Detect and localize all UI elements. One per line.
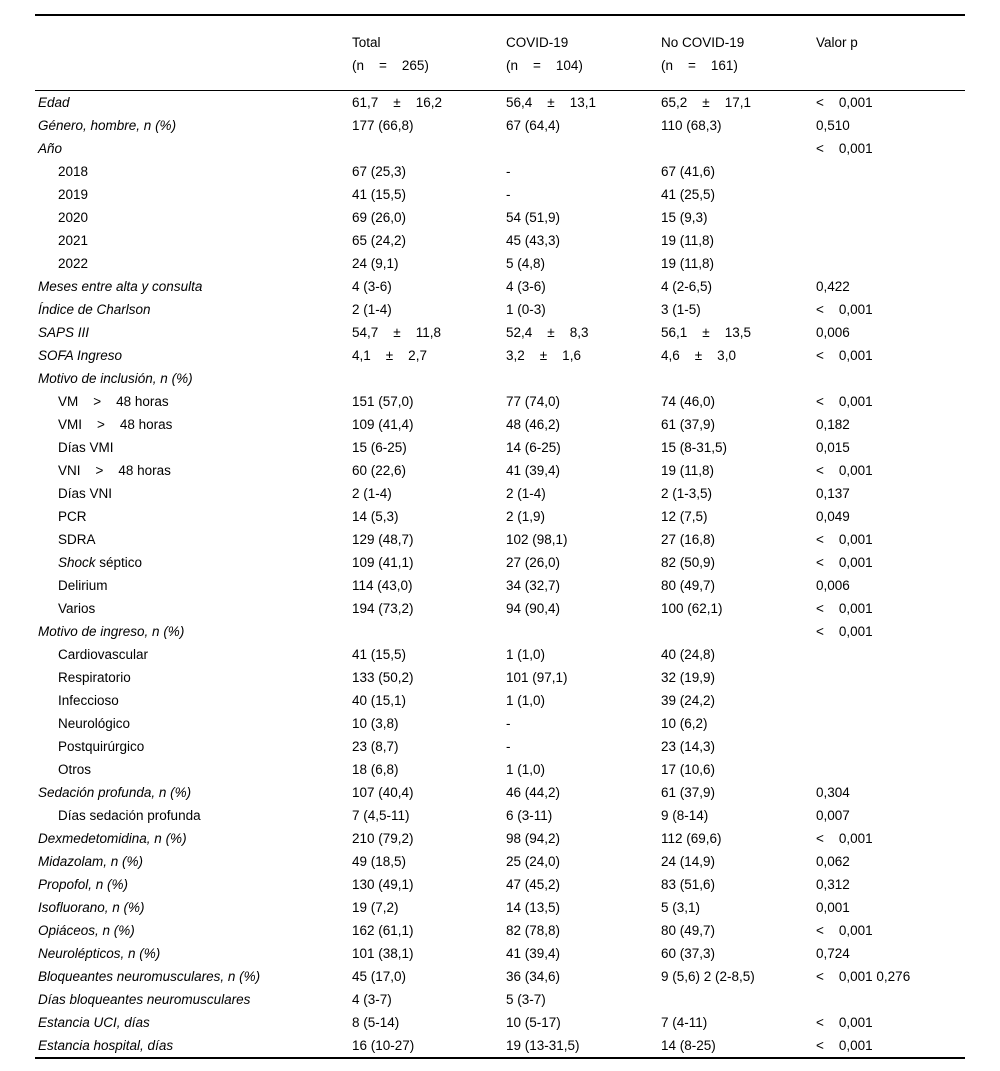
- cell-no-covid: 41 (25,5): [661, 186, 716, 202]
- cell-total: 4 (3-7): [352, 991, 392, 1007]
- cell-no-covid: 67 (41,6): [661, 163, 716, 179]
- row-label: 2019: [58, 186, 89, 202]
- table-row: [35, 827, 965, 850]
- cell-covid: 41 (39,4): [506, 462, 561, 478]
- cell-total: 14 (5,3): [352, 508, 399, 524]
- cell-no-covid: 112 (69,6): [661, 830, 722, 846]
- table-row: [35, 206, 965, 229]
- row-label: Año: [38, 140, 63, 156]
- cell-total: 109 (41,1): [352, 554, 414, 570]
- cell-total: 67 (25,3): [352, 163, 407, 179]
- table-body: [35, 91, 965, 1059]
- cell-no-covid: 80 (49,7): [661, 922, 716, 938]
- cell-covid: 77 (74,0): [506, 393, 561, 409]
- cell-total: 65 (24,2): [352, 232, 407, 248]
- row-label: VMI > 48 horas: [58, 416, 173, 432]
- row-label: Sedación profunda, n (%): [38, 784, 192, 800]
- cell-no-covid: 40 (24,8): [661, 646, 716, 662]
- cell-no-covid: 56,1 ± 13,5: [661, 324, 751, 340]
- cell-no-covid: 3 (1-5): [661, 301, 701, 317]
- table-row: [35, 850, 965, 873]
- cell-covid: 25 (24,0): [506, 853, 561, 869]
- cell-p-value: [816, 712, 965, 735]
- cell-no-covid: 9 (8-14): [661, 807, 709, 823]
- row-label: SOFA Ingreso: [38, 347, 123, 363]
- cell-no-covid: 17 (10,6): [661, 761, 716, 777]
- cell-no-covid: 65,2 ± 17,1: [661, 94, 751, 110]
- cell-p-value: [816, 689, 965, 712]
- cell-covid: 14 (6-25): [506, 439, 561, 455]
- cell-total: 16 (10-27): [352, 1037, 415, 1053]
- cell-covid: -: [506, 186, 511, 202]
- table-row: [35, 804, 965, 827]
- table-row: [35, 551, 965, 574]
- cell-covid: 56,4 ± 13,1: [506, 94, 596, 110]
- cell-total: 7 (4,5-11): [352, 807, 410, 823]
- cell-p-value: < 0,001: [816, 347, 873, 363]
- cell-covid: 2 (1-4): [506, 485, 546, 501]
- cell-covid: 46 (44,2): [506, 784, 561, 800]
- clinical-characteristics-table: [35, 14, 965, 1059]
- subheader-row: [35, 56, 965, 91]
- cell-no-covid: [661, 620, 816, 643]
- cell-p-value: < 0,001: [816, 830, 873, 846]
- cell-total: 114 (43,0): [352, 577, 413, 593]
- cell-covid: [506, 620, 661, 643]
- row-label: Cardiovascular: [58, 646, 149, 662]
- cell-no-covid: 61 (37,9): [661, 416, 716, 432]
- cell-total: 24 (9,1): [352, 255, 399, 271]
- row-label: 2022: [58, 255, 89, 271]
- row-label: Género, hombre, n (%): [38, 117, 177, 133]
- cell-p-value: [816, 735, 965, 758]
- column-header-no-covid: No COVID-19: [661, 34, 745, 50]
- cell-total: 41 (15,5): [352, 646, 407, 662]
- row-label: Motivo de inclusión, n (%): [38, 370, 193, 386]
- row-label: Otros: [58, 761, 92, 777]
- cell-p-value: 0,006: [816, 577, 850, 593]
- data-table: [35, 14, 965, 1059]
- table-row: [35, 390, 965, 413]
- cell-covid: 101 (97,1): [506, 669, 568, 685]
- table-row: [35, 114, 965, 137]
- cell-no-covid: 14 (8-25): [661, 1037, 716, 1053]
- cell-total: 54,7 ± 11,8: [352, 324, 441, 340]
- cell-total: 101 (38,1): [352, 945, 414, 961]
- cell-p-value: < 0,001: [816, 393, 873, 409]
- cell-covid: 1 (1,0): [506, 761, 546, 777]
- cell-p-value: < 0,001: [816, 531, 873, 547]
- cell-total: 40 (15,1): [352, 692, 407, 708]
- cell-p-value: [816, 643, 965, 666]
- cell-p-value: < 0,001: [816, 1037, 873, 1053]
- cell-p-value: [816, 160, 965, 183]
- table-row: [35, 137, 965, 160]
- cell-covid: 3,2 ± 1,6: [506, 347, 581, 363]
- cell-p-value: [816, 229, 965, 252]
- cell-p-value: 0,312: [816, 876, 850, 892]
- cell-total: 107 (40,4): [352, 784, 414, 800]
- table-row: [35, 459, 965, 482]
- cell-p-value: 0,015: [816, 439, 850, 455]
- cell-no-covid: [661, 367, 816, 390]
- row-label: 2021: [58, 232, 89, 248]
- cell-p-value: < 0,001: [816, 462, 873, 478]
- cell-total: 194 (73,2): [352, 600, 414, 616]
- cell-total: 41 (15,5): [352, 186, 407, 202]
- cell-p-value: < 0,001: [816, 1014, 873, 1030]
- row-label: Varios: [58, 600, 96, 616]
- cell-covid: [506, 367, 661, 390]
- table-row: [35, 275, 965, 298]
- cell-no-covid: 2 (1-3,5): [661, 485, 713, 501]
- column-header-covid: COVID-19: [506, 34, 569, 50]
- row-label: Estancia UCI, días: [38, 1014, 150, 1030]
- row-label: Postquirúrgico: [58, 738, 145, 754]
- row-label: Neurológico: [58, 715, 131, 731]
- table-row: [35, 988, 965, 1011]
- cell-total: 19 (7,2): [352, 899, 399, 915]
- cell-total: 49 (18,5): [352, 853, 407, 869]
- cell-covid: 1 (0-3): [506, 301, 546, 317]
- cell-p-value: 0,007: [816, 807, 850, 823]
- cell-no-covid: 100 (62,1): [661, 600, 723, 616]
- cell-total: 69 (26,0): [352, 209, 407, 225]
- table-row: [35, 528, 965, 551]
- table-row: [35, 735, 965, 758]
- cell-no-covid: 4,6 ± 3,0: [661, 347, 736, 363]
- table-row: [35, 436, 965, 459]
- table-row: [35, 919, 965, 942]
- row-label: SDRA: [58, 531, 96, 547]
- cell-total: [352, 367, 506, 390]
- cell-p-value: [816, 367, 965, 390]
- cell-no-covid: 5 (3,1): [661, 899, 701, 915]
- cell-total: 18 (6,8): [352, 761, 399, 777]
- cell-no-covid: 32 (19,9): [661, 669, 716, 685]
- cell-p-value: < 0,001: [816, 554, 873, 570]
- cell-total: 2 (1-4): [352, 301, 392, 317]
- cell-no-covid: 83 (51,6): [661, 876, 716, 892]
- row-label: Dexmedetomidina, n (%): [38, 830, 187, 846]
- cell-total: 23 (8,7): [352, 738, 399, 754]
- cell-covid: 5 (4,8): [506, 255, 546, 271]
- cell-no-covid: [661, 988, 816, 1011]
- n-covid: (n = 104): [506, 56, 661, 91]
- cell-no-covid: 80 (49,7): [661, 577, 716, 593]
- header-row: [35, 15, 965, 56]
- cell-total: 10 (3,8): [352, 715, 399, 731]
- table-row: [35, 367, 965, 390]
- cell-covid: 19 (13-31,5): [506, 1037, 580, 1053]
- cell-no-covid: 61 (37,9): [661, 784, 716, 800]
- cell-p-value: < 0,001: [816, 301, 873, 317]
- table-row: [35, 758, 965, 781]
- cell-total: 45 (17,0): [352, 968, 407, 984]
- cell-covid: 52,4 ± 8,3: [506, 324, 589, 340]
- cell-total: [352, 620, 506, 643]
- table-row: [35, 91, 965, 115]
- cell-covid: 41 (39,4): [506, 945, 561, 961]
- cell-no-covid: 19 (11,8): [661, 232, 715, 248]
- cell-p-value: [816, 988, 965, 1011]
- row-label: Isofluorano, n (%): [38, 899, 145, 915]
- cell-covid: 98 (94,2): [506, 830, 561, 846]
- row-label: VNI > 48 horas: [58, 462, 171, 478]
- cell-covid: 82 (78,8): [506, 922, 561, 938]
- table-row: [35, 643, 965, 666]
- row-label: Propofol, n (%): [38, 876, 129, 892]
- table-row: [35, 781, 965, 804]
- cell-covid: 4 (3-6): [506, 278, 546, 294]
- cell-total: 2 (1-4): [352, 485, 392, 501]
- cell-covid: 10 (5-17): [506, 1014, 561, 1030]
- subheader-spacer: [35, 56, 352, 91]
- cell-covid: 47 (45,2): [506, 876, 561, 892]
- table-row: [35, 505, 965, 528]
- table-row: [35, 1011, 965, 1034]
- table-row: [35, 620, 965, 643]
- table-row: [35, 183, 965, 206]
- cell-total: 61,7 ± 16,2: [352, 94, 442, 110]
- cell-covid: 48 (46,2): [506, 416, 561, 432]
- cell-no-covid: 74 (46,0): [661, 393, 716, 409]
- cell-no-covid: 19 (11,8): [661, 255, 715, 271]
- row-label: Días sedación profunda: [58, 807, 201, 823]
- row-label: Shock séptico: [58, 554, 143, 570]
- cell-total: 4,1 ± 2,7: [352, 347, 427, 363]
- row-label: Días VMI: [58, 439, 114, 455]
- table-row: [35, 482, 965, 505]
- cell-no-covid: 12 (7,5): [661, 508, 708, 524]
- row-label: Respiratorio: [58, 669, 131, 685]
- cell-covid: 2 (1,9): [506, 508, 546, 524]
- row-label: Infeccioso: [58, 692, 119, 708]
- row-label: PCR: [58, 508, 87, 524]
- cell-total: 210 (79,2): [352, 830, 414, 846]
- cell-total: 109 (41,4): [352, 416, 414, 432]
- row-label: Días VNI: [58, 485, 113, 501]
- cell-covid: 67 (64,4): [506, 117, 561, 133]
- cell-no-covid: 27 (16,8): [661, 531, 716, 547]
- cell-p-value: < 0,001: [816, 922, 873, 938]
- row-label: Midazolam, n (%): [38, 853, 144, 869]
- cell-no-covid: 10 (6,2): [661, 715, 708, 731]
- cell-no-covid: 15 (9,3): [661, 209, 708, 225]
- cell-total: 130 (49,1): [352, 876, 414, 892]
- row-label: Neurolépticos, n (%): [38, 945, 161, 961]
- cell-no-covid: 60 (37,3): [661, 945, 716, 961]
- cell-covid: 5 (3-7): [506, 991, 546, 1007]
- table-row: [35, 965, 965, 988]
- cell-covid: 94 (90,4): [506, 600, 561, 616]
- row-label: VM > 48 horas: [58, 393, 169, 409]
- cell-p-value: [816, 183, 965, 206]
- table-row: [35, 597, 965, 620]
- row-label: Meses entre alta y consulta: [38, 278, 203, 294]
- table-row: [35, 942, 965, 965]
- cell-covid: 6 (3-11): [506, 807, 553, 823]
- row-label: Opiáceos, n (%): [38, 922, 135, 938]
- cell-p-value: 0,422: [816, 278, 850, 294]
- cell-p-value: 0,724: [816, 945, 850, 961]
- header-spacer: [35, 15, 352, 56]
- cell-covid: 45 (43,3): [506, 232, 561, 248]
- cell-total: 162 (61,1): [352, 922, 414, 938]
- cell-p-value: 0,062: [816, 853, 850, 869]
- row-label: Días bloqueantes neuromusculares: [38, 991, 251, 1007]
- cell-p-value: [816, 758, 965, 781]
- row-label: Índice de Charlson: [38, 301, 151, 317]
- table-header: [35, 15, 965, 91]
- column-header-p-value: Valor p: [816, 34, 858, 50]
- row-label: Estancia hospital, días: [38, 1037, 174, 1053]
- cell-total: 133 (50,2): [352, 669, 414, 685]
- cell-no-covid: 19 (11,8): [661, 462, 715, 478]
- cell-p-value: 0,182: [816, 416, 850, 432]
- row-label: 2020: [58, 209, 89, 225]
- table-row: [35, 666, 965, 689]
- table-row: [35, 298, 965, 321]
- table-row: [35, 1034, 965, 1058]
- cell-no-covid: 7 (4-11): [661, 1014, 708, 1030]
- cell-p-value: 0,001: [816, 899, 850, 915]
- table-row: [35, 344, 965, 367]
- cell-p-value: [816, 666, 965, 689]
- column-header-total: Total: [352, 34, 381, 50]
- cell-p-value: 0,049: [816, 508, 850, 524]
- row-label: Edad: [38, 94, 70, 110]
- table-row: [35, 574, 965, 597]
- table-row: [35, 252, 965, 275]
- cell-p-value: 0,304: [816, 784, 850, 800]
- table-row: [35, 712, 965, 735]
- cell-no-covid: 4 (2-6,5): [661, 278, 713, 294]
- cell-p-value: [816, 206, 965, 229]
- cell-total: 151 (57,0): [352, 393, 414, 409]
- cell-no-covid: 15 (8-31,5): [661, 439, 728, 455]
- cell-total: 8 (5-14): [352, 1014, 400, 1030]
- cell-no-covid: 24 (14,9): [661, 853, 716, 869]
- cell-total: 129 (48,7): [352, 531, 414, 547]
- cell-total: 177 (66,8): [352, 117, 414, 133]
- cell-p-value: 0,137: [816, 485, 850, 501]
- cell-covid: 14 (13,5): [506, 899, 561, 915]
- table-row: [35, 413, 965, 436]
- cell-p-value: < 0,001: [816, 623, 873, 639]
- cell-no-covid: [661, 137, 816, 160]
- cell-p-value: < 0,001: [816, 600, 873, 616]
- cell-covid: 36 (34,6): [506, 968, 561, 984]
- cell-p-value: 0,006: [816, 324, 850, 340]
- table-row: [35, 896, 965, 919]
- row-label: SAPS III: [38, 324, 90, 340]
- n-total: (n = 265): [352, 56, 506, 91]
- cell-covid: -: [506, 715, 511, 731]
- cell-p-value: [816, 252, 965, 275]
- cell-covid: -: [506, 738, 511, 754]
- cell-no-covid: 39 (24,2): [661, 692, 716, 708]
- cell-no-covid: 9 (5,6) 2 (2-8,5): [661, 968, 755, 984]
- cell-p-value: < 0,001: [816, 140, 873, 156]
- row-label: 2018: [58, 163, 89, 179]
- cell-total: [352, 137, 506, 160]
- table-row: [35, 229, 965, 252]
- cell-covid: 1 (1,0): [506, 646, 546, 662]
- cell-total: 15 (6-25): [352, 439, 407, 455]
- cell-no-covid: 110 (68,3): [661, 117, 722, 133]
- cell-total: 60 (22,6): [352, 462, 407, 478]
- cell-p-value: < 0,001: [816, 94, 873, 110]
- cell-covid: 102 (98,1): [506, 531, 568, 547]
- cell-no-covid: 23 (14,3): [661, 738, 716, 754]
- cell-covid: [506, 137, 661, 160]
- table-row: [35, 321, 965, 344]
- cell-covid: 1 (1,0): [506, 692, 546, 708]
- row-label: Motivo de ingreso, n (%): [38, 623, 185, 639]
- cell-total: 4 (3-6): [352, 278, 392, 294]
- subheader-p-spacer: [816, 56, 965, 91]
- row-label: Delirium: [58, 577, 108, 593]
- row-label: Bloqueantes neuromusculares, n (%): [38, 968, 261, 984]
- table-row: [35, 689, 965, 712]
- table-row: [35, 873, 965, 896]
- cell-no-covid: 82 (50,9): [661, 554, 716, 570]
- n-no-covid: (n = 161): [661, 56, 816, 91]
- cell-covid: 34 (32,7): [506, 577, 561, 593]
- cell-covid: -: [506, 163, 511, 179]
- cell-p-value: < 0,001 0,276: [816, 968, 911, 984]
- table-row: [35, 160, 965, 183]
- cell-covid: 27 (26,0): [506, 554, 561, 570]
- cell-covid: 54 (51,9): [506, 209, 561, 225]
- cell-p-value: 0,510: [816, 117, 850, 133]
